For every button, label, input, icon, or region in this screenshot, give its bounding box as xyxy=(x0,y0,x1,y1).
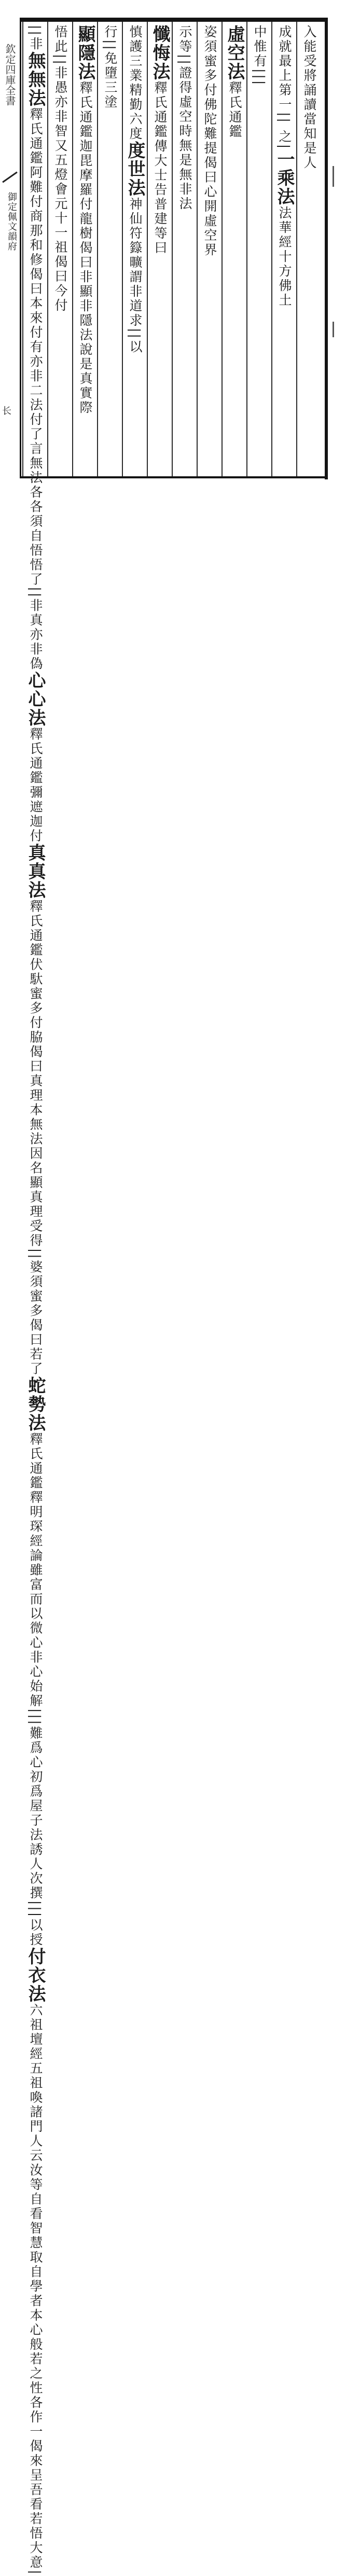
gutter-book-title: 欽定四庫全書 xyxy=(4,44,16,106)
gutter-page-mark: 长 xyxy=(2,406,11,417)
text-column xyxy=(23,25,47,2576)
entry-text: 真法 xyxy=(25,862,46,900)
entry-text: 心非心始解||| xyxy=(28,1635,43,1726)
page-gutter xyxy=(0,21,20,477)
entry-text: 釋氏通鑑阿難付商那和修偈曰本來付有 xyxy=(28,107,43,354)
text-column xyxy=(73,25,97,474)
entry-headword: 無無法 xyxy=(25,51,46,107)
edge-mark xyxy=(333,166,334,187)
gutter-divider xyxy=(2,172,18,183)
text-column xyxy=(148,25,172,474)
entry-headword: 度世法 xyxy=(124,141,145,197)
entry-text: 亦非二 xyxy=(28,354,43,398)
entry-text: 中惟有||| xyxy=(252,25,267,87)
entry-text: 六祖壇經五祖喚諸門人云汝等自看智慧取自 xyxy=(28,2003,43,2280)
entry-text: 法華經十方佛土 xyxy=(277,206,292,308)
text-column xyxy=(48,25,72,474)
entry-text: 示等||證得虛空時無是無非法 xyxy=(177,25,192,211)
entry-text: 心心法 xyxy=(25,671,46,727)
frame-right-border xyxy=(325,18,328,479)
entry-text: 行||免墮三塗 xyxy=(103,25,118,109)
entry-text: 釋氏通鑑伏馱蜜多付脇偈曰真理本無 xyxy=(28,899,43,1132)
entry-text: 法因名顯真理受得|| xyxy=(28,1132,43,1260)
text-column xyxy=(123,25,147,474)
frame-top-border xyxy=(20,18,327,22)
entry-headword: 隱法 xyxy=(75,44,95,81)
text-column xyxy=(272,25,296,474)
entry-text: 入能受將誦讀當知是人 xyxy=(302,25,317,170)
entry-text: 釋氏通鑑傳大士告普建等曰 xyxy=(153,81,168,255)
entry-text: 蛇勢法 xyxy=(25,1376,46,1432)
entry-text: 婆須蜜多偈曰若了 xyxy=(28,1260,43,1376)
entry-text: 釋氏通鑑 xyxy=(227,81,242,139)
entry-text: 真 xyxy=(25,843,46,862)
entry-text: ||非 xyxy=(28,25,43,51)
entry-text: 姿須蜜多付佛陀難提偈曰心開虛空界 xyxy=(202,25,217,257)
entry-headword: 虛空法 xyxy=(224,25,245,81)
entry-headword: 顯 xyxy=(75,25,95,44)
text-column xyxy=(173,25,197,474)
entry-headword: 懺悔法 xyxy=(149,25,170,81)
entry-headword: 一乘法 xyxy=(274,150,295,206)
edge-mark xyxy=(333,322,334,337)
entry-text: 法付了言無法各各須自悟悟了|| xyxy=(28,397,43,599)
entry-text: 悟此||非愚亦非智又五燈會元十一祖偈曰今付 xyxy=(53,25,68,313)
entry-text: 非真亦非偽 xyxy=(28,598,43,671)
frame-bottom-border xyxy=(20,476,327,478)
text-column xyxy=(297,25,321,474)
entry-text: 付衣法 xyxy=(25,1947,46,2004)
entry-text: 成就最上第一|| 之| xyxy=(277,25,292,150)
entry-text: 釋氏通鑑彌遮迦付 xyxy=(28,727,43,844)
frame-left-border xyxy=(20,18,21,478)
text-column xyxy=(98,25,122,474)
entry-text: 學者 xyxy=(28,2279,43,2309)
entry-text: 釋氏通鑑釋明琛經論雖富而以微 xyxy=(28,1432,43,1636)
gutter-work-title: 御定佩文韻府 xyxy=(6,192,17,251)
entry-text: 慎護三業精勤六度 xyxy=(128,25,143,141)
entry-text: 神仙符籙曠謂非道求||以 xyxy=(128,197,143,354)
entry-text: 本心般若之性各作一偈來呈吾看若悟大意| xyxy=(28,2308,43,2576)
text-column xyxy=(247,25,271,474)
entry-text: 釋氏通鑑迦毘摩羅付龍樹偈曰非顯非隱法說是真實際 xyxy=(78,81,93,415)
entry-text: |以授 xyxy=(28,1912,43,1948)
entry-text: 難爲心初爲屋子法誘人次撰|| xyxy=(28,1726,43,1912)
text-column xyxy=(198,25,222,474)
text-column xyxy=(223,25,246,474)
